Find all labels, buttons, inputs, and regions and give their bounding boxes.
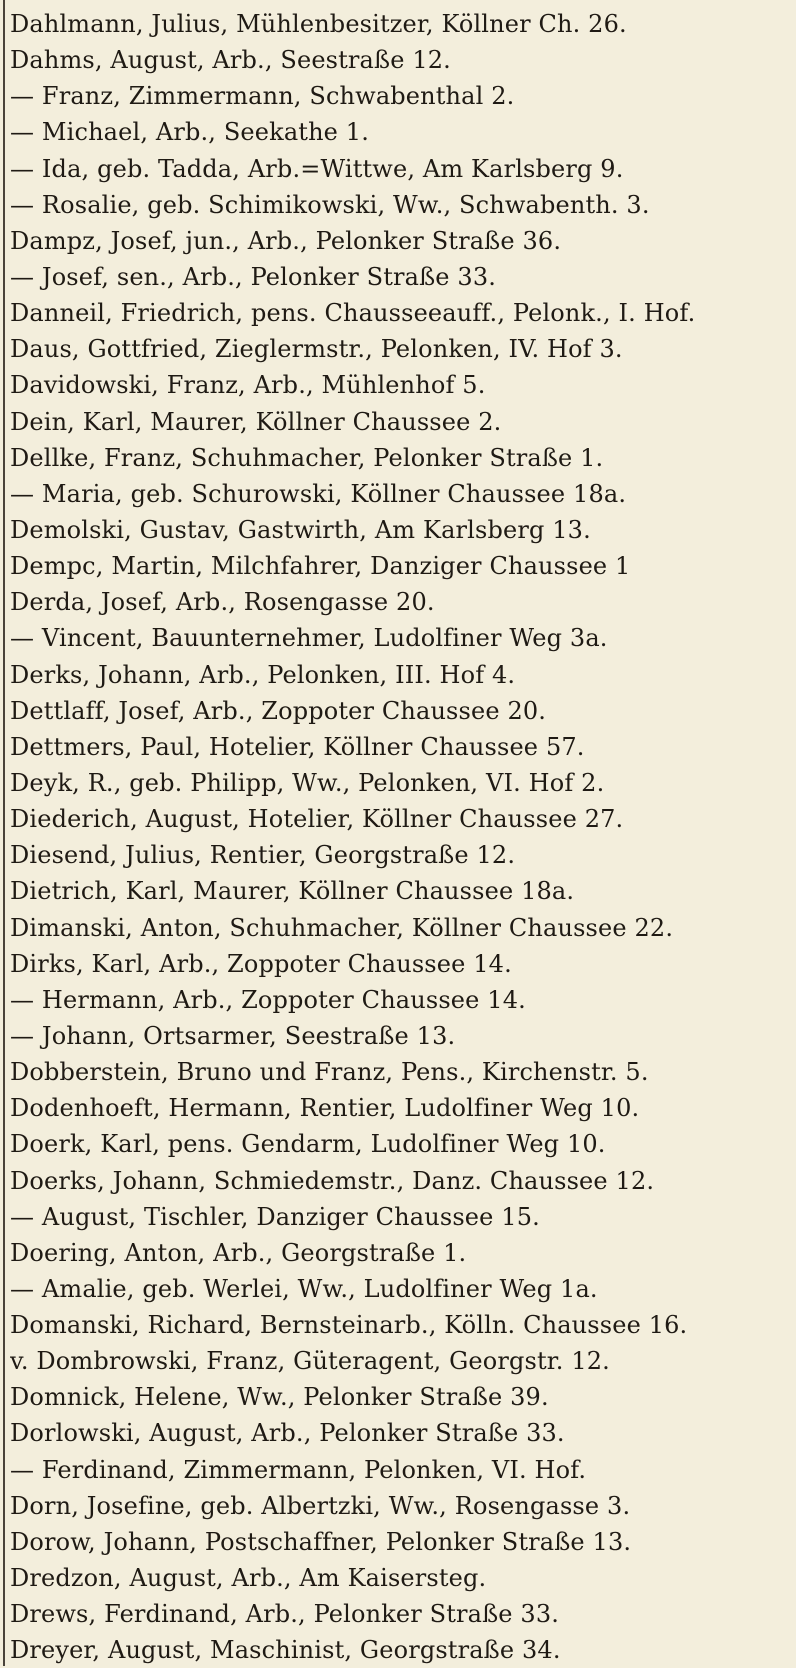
directory-entry: Dellke, Franz, Schuhmacher, Pelonker Straße 1. xyxy=(10,443,604,472)
directory-entry: Dreyer, August, Maschinist, Georgstraße 34. xyxy=(10,1636,561,1665)
directory-entry: Daus, Gottfried, Zieglermstr., Pelonken, IV. Hof 3. xyxy=(10,335,623,364)
directory-entry: Doerk, Karl, pens. Gendarm, Ludolfiner Weg 10. xyxy=(10,1130,606,1159)
directory-entry: Dobberstein, Bruno und Franz, Pens., Kirchenstr. 5. xyxy=(10,1058,649,1087)
directory-entry: Dahms, August, Arb., Seestraße 12. xyxy=(10,46,451,75)
directory-entry: Domanski, Richard, Bernsteinarb., Kölln. Chaussee 16. xyxy=(10,1311,688,1340)
directory-entry: Davidowski, Franz, Arb., Mühlenhof 5. xyxy=(10,371,486,400)
directory-entry-list xyxy=(10,6,784,1668)
directory-entry: Derda, Josef, Arb., Rosengasse 20. xyxy=(10,588,435,617)
directory-entry: — Johann, Ortsarmer, Seestraße 13. xyxy=(10,1021,456,1050)
directory-entry: — Michael, Arb., Seekathe 1. xyxy=(10,118,370,147)
directory-entry: Drews, Ferdinand, Arb., Pelonker Straße 33. xyxy=(10,1600,560,1629)
directory-entry: — Josef, sen., Arb., Pelonker Straße 33. xyxy=(10,262,497,291)
directory-entry: Deyk, R., geb. Philipp, Ww., Pelonken, VI. Hof 2. xyxy=(10,768,605,797)
directory-entry: Diesend, Julius, Rentier, Georgstraße 12. xyxy=(10,841,516,870)
directory-entry: Dodenhoeft, Hermann, Rentier, Ludolfiner Weg 10. xyxy=(10,1094,640,1123)
directory-entry: — Maria, geb. Schurowski, Köllner Chaussee 18a. xyxy=(10,479,627,508)
directory-entry: Dietrich, Karl, Maurer, Köllner Chaussee 18a. xyxy=(10,877,575,906)
directory-entry: — August, Tischler, Danziger Chaussee 15. xyxy=(10,1202,540,1231)
directory-entry: Dirks, Karl, Arb., Zoppoter Chaussee 14. xyxy=(10,949,512,978)
directory-entry: Dorow, Johann, Postschaffner, Pelonker Straße 13. xyxy=(10,1527,632,1556)
directory-entry: Dettlaff, Josef, Arb., Zoppoter Chaussee 20. xyxy=(10,696,547,725)
directory-entry: Domnick, Helene, Ww., Pelonker Straße 39. xyxy=(10,1383,549,1412)
directory-entry: Dahlmann, Julius, Mühlenbesitzer, Köllner Ch. 26. xyxy=(10,10,627,38)
directory-entry: Diederich, August, Hotelier, Köllner Chaussee 27. xyxy=(10,805,624,834)
directory-entry: Dredzon, August, Arb., Am Kaisersteg. xyxy=(10,1564,487,1593)
directory-entry: — Ida, geb. Tadda, Arb.=Wittwe, Am Karlsberg 9. xyxy=(10,154,624,183)
directory-entry: — Amalie, geb. Werlei, Ww., Ludolfiner Weg 1a. xyxy=(10,1274,598,1303)
directory-entry: — Ferdinand, Zimmermann, Pelonken, VI. Hof. xyxy=(10,1455,587,1484)
directory-entry: — Vincent, Bauunternehmer, Ludolfiner Weg 3a. xyxy=(10,624,608,653)
directory-entry: v. Dombrowski, Franz, Güteragent, Georgstr. 12. xyxy=(10,1347,610,1376)
directory-entry: Dein, Karl, Maurer, Köllner Chaussee 2. xyxy=(10,407,502,436)
directory-entry: Doering, Anton, Arb., Georgstraße 1. xyxy=(10,1238,467,1267)
directory-entry: — Hermann, Arb., Zoppoter Chaussee 14. xyxy=(10,985,526,1014)
directory-entry: Derks, Johann, Arb., Pelonken, III. Hof 4. xyxy=(10,660,516,689)
directory-entry: — Rosalie, geb. Schimikowski, Ww., Schwabenth. 3. xyxy=(10,190,650,219)
directory-entry: Danneil, Friedrich, pens. Chausseeauff., Pelonk., I. Hof. xyxy=(10,299,696,328)
directory-entry: — Franz, Zimmermann, Schwabenthal 2. xyxy=(10,82,515,111)
left-column-rule xyxy=(3,0,5,1666)
directory-entry: Dempc, Martin, Milchfahrer, Danziger Chaussee 1 xyxy=(10,552,631,581)
directory-entry: Dorn, Josefine, geb. Albertzki, Ww., Rosengasse 3. xyxy=(10,1491,631,1520)
directory-entry: Dorlowski, August, Arb., Pelonker Straße 33. xyxy=(10,1419,565,1448)
directory-entry: Dimanski, Anton, Schuhmacher, Köllner Chaussee 22. xyxy=(10,913,674,942)
directory-entry: Demolski, Gustav, Gastwirth, Am Karlsberg 13. xyxy=(10,515,591,544)
directory-entry: Doerks, Johann, Schmiedemstr., Danz. Chaussee 12. xyxy=(10,1166,655,1195)
directory-entry: Dampz, Josef, jun., Arb., Pelonker Straße 36. xyxy=(10,226,562,255)
directory-entry: Dettmers, Paul, Hotelier, Köllner Chaussee 57. xyxy=(10,732,585,761)
